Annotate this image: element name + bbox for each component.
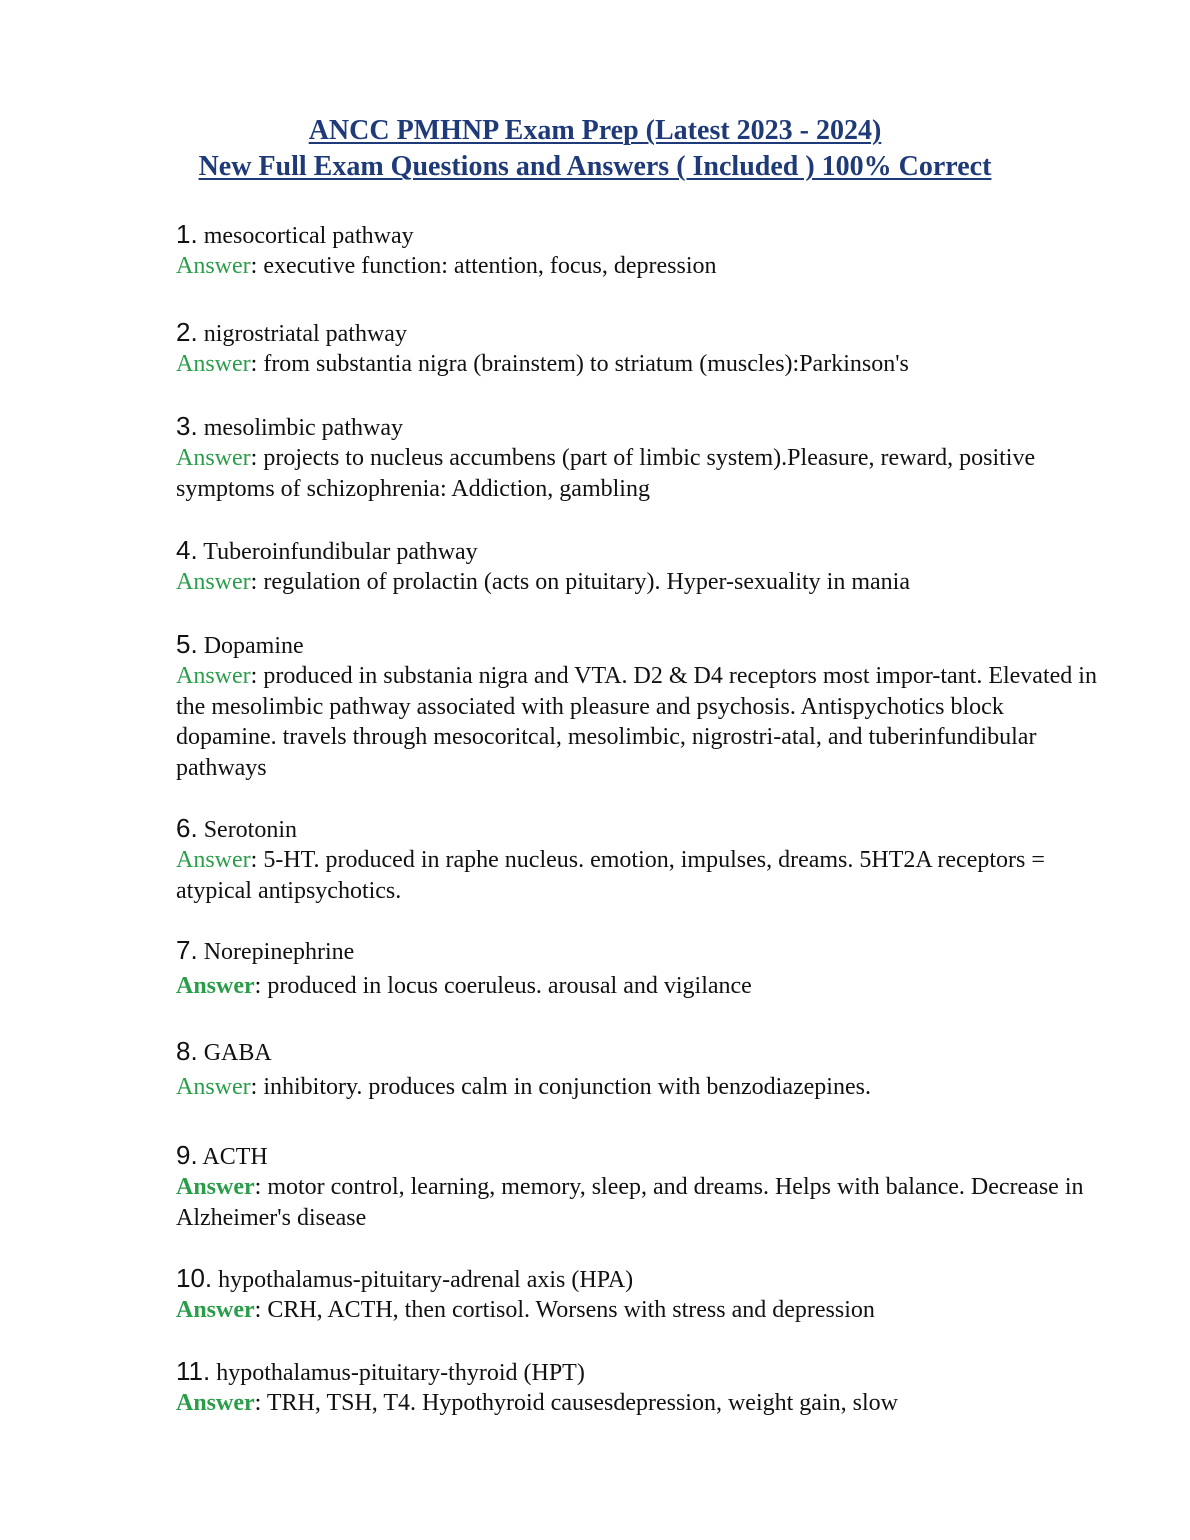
answer-body: : motor control, learning, memory, sleep, and dreams. Helps with balance. Decrease in Alzheimer's disease [176,1174,1084,1231]
question-term: nigrostriatal pathway [203,321,407,347]
answer-text [176,443,1106,504]
question-number: 6. [176,813,198,843]
answer-text [176,567,1106,598]
qa-item [176,935,1106,1002]
question-term: ACTH [202,1144,268,1170]
question-line [176,1263,1106,1295]
answer-label: Answer [176,663,251,689]
answer-label: Answer [176,1174,255,1200]
qa-item [176,1140,1106,1233]
answer-text [176,1295,1106,1326]
question-term: hypothalamus-pituitary-thyroid (HPT) [216,1360,585,1386]
question-line [176,1036,1106,1068]
answer-body: : TRH, TSH, T4. Hypothyroid causesdepression, weight gain, slow [254,1390,898,1416]
question-number: 5. [176,629,198,659]
question-term: mesocortical pathway [203,223,414,249]
question-number: 10. [176,1263,213,1293]
document-title-line-1: ANCC PMHNP Exam Prep (Latest 2023 - 2024) [308,115,882,146]
question-number: 3. [176,411,198,441]
qa-item [176,1356,1106,1419]
answer-body: : 5-HT. produced in raphe nucleus. emotion, impulses, dreams. 5HT2A receptors = atypical antipsychotics. [176,847,1045,904]
question-line [176,317,1106,349]
question-line [176,1140,1106,1172]
question-term: GABA [203,1040,272,1066]
question-term: Tuberoinfundibular pathway [203,539,478,565]
question-number: 11. [176,1356,211,1386]
question-line [176,535,1106,567]
question-line [176,1356,1106,1388]
question-line [176,219,1106,251]
answer-text [176,845,1106,906]
qa-item [176,317,1106,380]
question-number: 8. [176,1036,198,1066]
question-line [176,935,1106,967]
answer-body: : produced in locus coeruleus. arousal and vigilance [254,973,752,999]
answer-label: Answer [176,445,251,471]
answer-text [176,349,1106,380]
qa-item [176,629,1106,783]
question-term: hypothalamus-pituitary-adrenal axis (HPA) [218,1267,634,1293]
answer-text [176,1172,1106,1233]
qa-item [176,535,1106,598]
question-term: mesolimbic pathway [203,415,403,441]
question-line [176,813,1106,845]
answer-body: : executive function: attention, focus, depression [250,253,717,279]
answer-body: : from substantia nigra (brainstem) to striatum (muscles):Parkinson's [250,351,909,377]
question-number: 1. [176,219,198,249]
answer-label: Answer [176,847,251,873]
answer-label: Answer [176,569,251,595]
answer-text [176,251,1106,282]
question-line [176,411,1106,443]
qa-item [176,219,1106,282]
question-term: Norepinephrine [203,939,355,965]
answer-label: Answer [176,351,251,377]
answer-label: Answer [176,1390,255,1416]
answer-text [176,1388,1106,1419]
answer-body: : inhibitory. produces calm in conjunction with benzodiazepines. [250,1074,871,1100]
answer-text [176,1072,1106,1103]
qa-item [176,1263,1106,1326]
qa-item [176,411,1106,504]
answer-label: Answer [176,1074,251,1100]
answer-text [176,661,1106,783]
question-number: 2. [176,317,198,347]
answer-body: : produced in substania nigra and VTA. D2 & D4 receptors most impor-tant. Elevated in the mesolimbic pathway associated with pleasure and psychosis. Antispychotics block dopamine. travels through mesocoritcal, mesolimbic, nigrostri-atal, and tuberinfundibular pathways [176,663,1097,781]
answer-label: Answer [176,1297,255,1323]
answer-body: : regulation of prolactin (acts on pituitary). Hyper-sexuality in mania [250,569,910,595]
question-number: 4. [176,535,198,565]
question-number: 9. [176,1140,198,1170]
answer-body: : projects to nucleus accumbens (part of limbic system).Pleasure, reward, positive symptoms of schizophrenia: Addiction, gambling [176,445,1036,502]
document-title-line-2: New Full Exam Questions and Answers ( Included ) 100% Correct [198,151,992,182]
question-term: Serotonin [203,817,298,843]
question-line [176,629,1106,661]
qa-item [176,1036,1106,1103]
answer-label: Answer [176,253,251,279]
answer-body: : CRH, ACTH, then cortisol. Worsens with stress and depression [254,1297,875,1323]
qa-item [176,813,1106,906]
question-number: 7. [176,935,198,965]
answer-label: Answer [176,973,255,999]
question-term: Dopamine [203,633,304,659]
answer-text [176,971,1106,1002]
